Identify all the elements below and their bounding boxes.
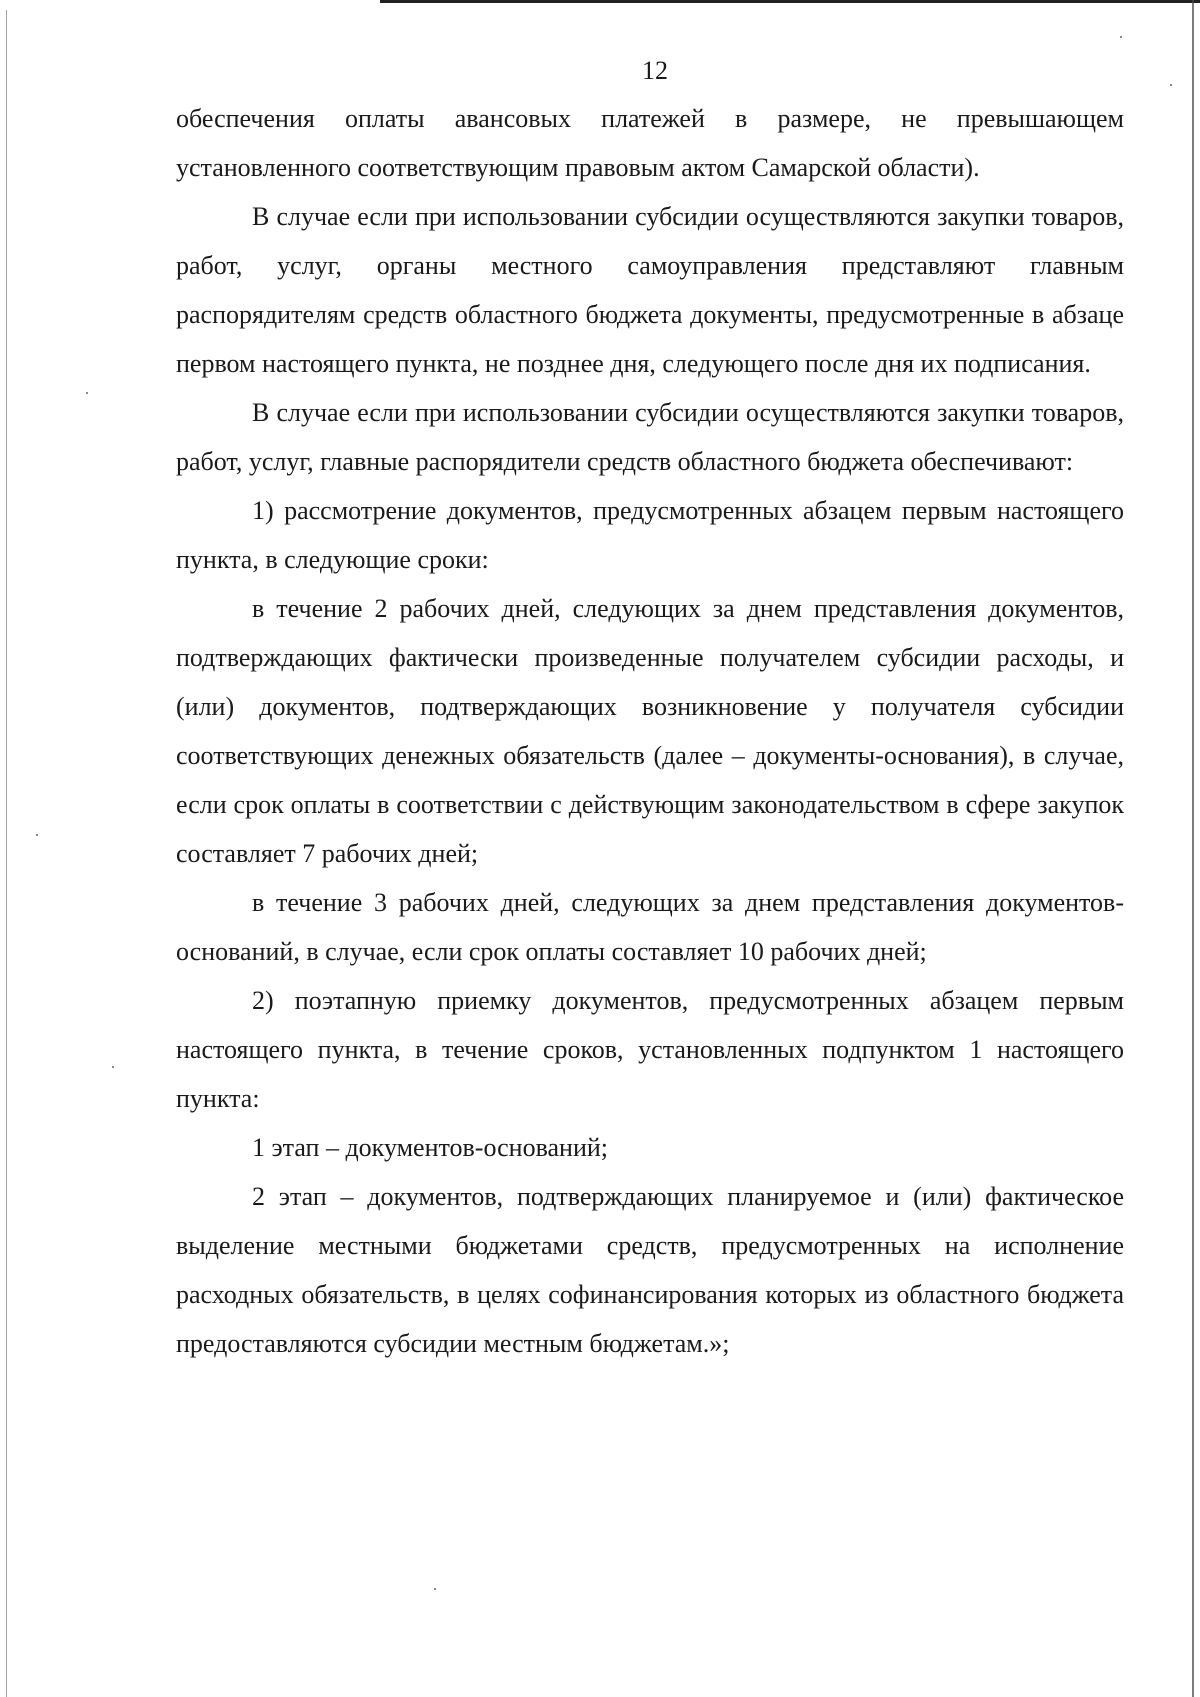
paragraph: 1) рассмотрение документов, предусмотренных абзацем первым настоящего пункта, в следующие сроки: (176, 496, 1124, 574)
paragraph: 1 этап – документов-оснований; (252, 1133, 609, 1162)
scan-speck (1120, 36, 1122, 38)
scan-border-left (6, 10, 7, 1697)
paragraph: в течение 3 рабочих дней, следующих за днем представления документов-оснований, в случае, если срок оплаты составляет 10 рабочих дней; (176, 888, 1124, 966)
scan-border-top (380, 0, 1200, 3)
scan-speck (36, 834, 38, 836)
paragraph: обеспечения оплаты авансовых платежей в размере, не превышающем установленного соответствующим правовым актом Самарской области). (176, 104, 1124, 182)
scan-border-right (1192, 0, 1194, 1697)
paragraph: В случае если при использовании субсидии осуществляются закупки товаров, работ, услуг, главные распорядители средств областного бюджета обеспечивают: (176, 398, 1124, 476)
document-body (176, 94, 1124, 1368)
scan-speck (112, 1066, 114, 1068)
scan-speck (434, 1588, 436, 1590)
paragraph: 2) поэтапную приемку документов, предусмотренных абзацем первым настоящего пункта, в течение сроков, установленных подпунктом 1 настоящего пункта: (176, 986, 1124, 1113)
paragraph: В случае если при использовании субсидии осуществляются закупки товаров, работ, услуг, органы местного самоуправления представляют главным распорядителям средств областного бюджета документы, предусмотренные в абзаце первом настоящего пункта, не позднее дня, следующего после дня их подписания. (176, 202, 1124, 378)
page-number: 12 (642, 56, 668, 85)
paragraph: в течение 2 рабочих дней, следующих за днем представления документов, подтверждающих фактически произведенные получателем субсидии расходы, и (или) документов, подтверждающих возникновение у получателя субсидии соответствующих денежных обязательств (далее – документы-основания), в случае, если срок оплаты в соответствии с действующим законодательством в сфере закупок составляет 7 рабочих дней; (176, 594, 1124, 868)
scan-speck (86, 392, 88, 394)
paragraph: 2 этап – документов, подтверждающих планируемое и (или) фактическое выделение местными бюджетами средств, предусмотренных на исполнение расходных обязательств, в целях софинансирования которых из областного бюджета предоставляются субсидии местным бюджетам.»; (176, 1182, 1124, 1358)
